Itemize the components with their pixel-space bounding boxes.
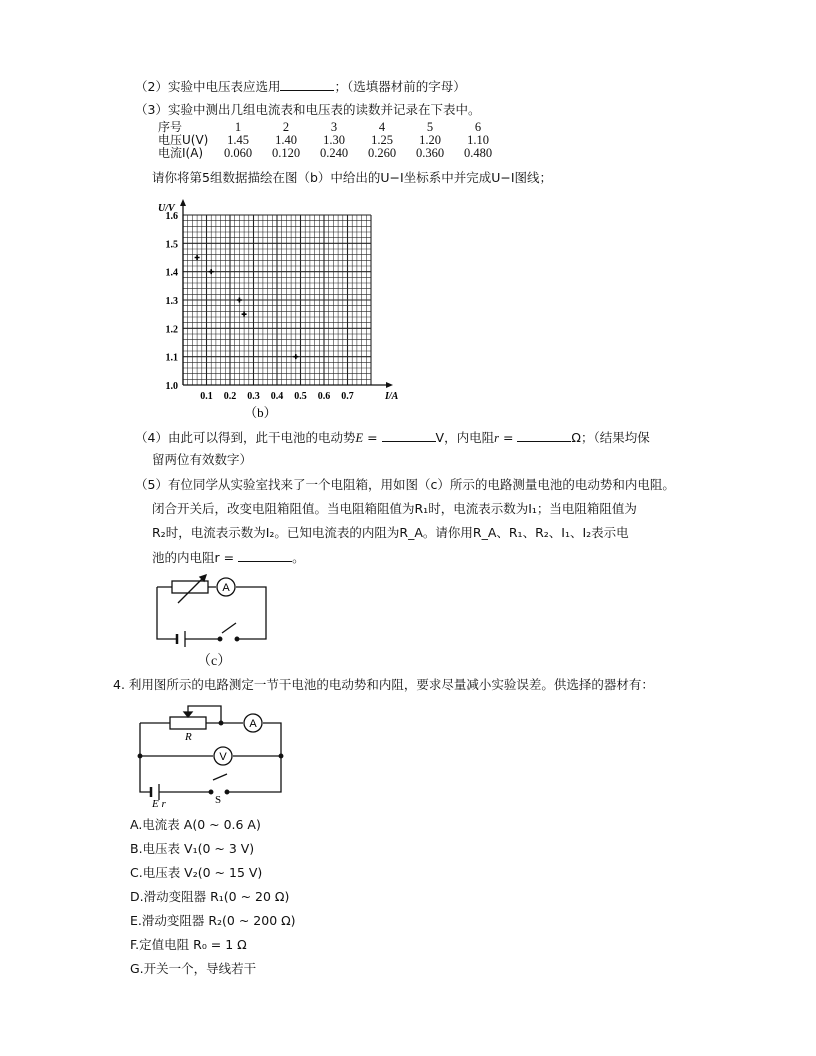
question-3-instruction: 请你将第5组数据描绘在图（b）中给出的U−I坐标系中并完成U−I图线； bbox=[152, 170, 553, 185]
y-tick-label: 1.4 bbox=[165, 267, 178, 279]
data-point bbox=[242, 312, 247, 317]
table-cell: 1.25 bbox=[371, 133, 393, 147]
x-tick-label: 0.6 bbox=[317, 391, 331, 402]
table-cell: 0.060 bbox=[223, 146, 253, 160]
unit-volt-text: V，内电阻 bbox=[435, 430, 495, 445]
x-tick-label: 0.1 bbox=[200, 391, 213, 402]
question-5-line-4 bbox=[152, 548, 305, 567]
y-tick-label: 1.3 bbox=[165, 296, 178, 307]
data-point bbox=[195, 255, 200, 260]
data-point bbox=[237, 298, 242, 303]
table-row bbox=[158, 147, 502, 160]
table-cell: 0.260 bbox=[367, 146, 397, 160]
chart-points bbox=[195, 255, 299, 359]
label-R: R bbox=[185, 731, 192, 743]
junction-dot bbox=[138, 754, 142, 758]
option-g: G.开关一个，导线若干 bbox=[130, 961, 257, 976]
question-2-text: （2）实验中电压表应选用 bbox=[135, 79, 281, 94]
row-label-current: 电流I(A) bbox=[158, 146, 204, 160]
question-4-line-2: 留两位有效数字） bbox=[152, 452, 253, 467]
switch-pivot bbox=[209, 790, 213, 794]
table-cell: 1 bbox=[234, 120, 242, 134]
table-cell: 0.480 bbox=[463, 146, 493, 160]
y-axis-arrow bbox=[180, 199, 186, 206]
switch-contact bbox=[235, 637, 239, 641]
x-axis-arrow bbox=[386, 382, 393, 388]
question-5-line-2: 闭合开关后，改变电阻箱阻值。当电阻箱阻值为R₁时，电流表示数为I₁；当电阻箱阻值为 bbox=[152, 501, 637, 516]
slider-wire bbox=[188, 706, 221, 723]
table-cell: 3 bbox=[330, 120, 338, 134]
y-tick-label: 1.5 bbox=[165, 239, 178, 251]
table-cell: 0.360 bbox=[415, 146, 445, 160]
problem-4-intro: 4. 利用图所示的电路测定一节干电池的电动势和内阻，要求尽量减小实验误差。供选择的器材有： bbox=[113, 677, 654, 692]
table-cell: 1.20 bbox=[419, 133, 441, 147]
option-e: E.滑动变阻器 R₂(0 ~ 200 Ω) bbox=[130, 913, 296, 928]
rheostat-box bbox=[170, 717, 206, 729]
table-cell: 5 bbox=[426, 120, 434, 134]
label-V: V bbox=[219, 751, 227, 763]
table-cell: 1.30 bbox=[323, 133, 345, 147]
table-cell: 2 bbox=[282, 120, 290, 134]
question-2 bbox=[135, 77, 466, 96]
switch-contact bbox=[225, 790, 229, 794]
label-A: A bbox=[249, 718, 257, 730]
x-tick-label: 0.3 bbox=[247, 391, 260, 402]
data-point bbox=[209, 269, 214, 274]
circuit-wire bbox=[140, 723, 281, 792]
unit-ohm-text: Ω；（结果均保 bbox=[571, 430, 650, 445]
table-cell: 1.45 bbox=[227, 133, 249, 147]
answer-blank-r2[interactable] bbox=[238, 548, 292, 562]
switch-pivot bbox=[218, 637, 222, 641]
question-3: （3）实验中测出几组电流表和电压表的读数并记录在下表中。 bbox=[135, 102, 481, 117]
table-cell: 0.240 bbox=[319, 146, 349, 160]
y-tick-label: 1.2 bbox=[165, 324, 178, 336]
answer-blank-emf[interactable] bbox=[382, 428, 436, 442]
circuit-diagram-c bbox=[150, 575, 280, 645]
x-tick-label: 0.5 bbox=[294, 391, 307, 402]
table-cell: 1.40 bbox=[275, 133, 297, 147]
period: 。 bbox=[292, 550, 305, 565]
option-d: D.滑动变阻器 R₁(0 ~ 20 Ω) bbox=[130, 889, 290, 904]
option-a: A.电流表 A(0 ~ 0.6 A) bbox=[130, 817, 261, 832]
answer-blank-2[interactable] bbox=[280, 77, 334, 91]
y-tick-label: 1.0 bbox=[165, 381, 178, 392]
question-4-text: （4）由此可以得到，此干电池的电动势 bbox=[135, 430, 356, 445]
chart-caption: （b） bbox=[244, 405, 277, 420]
x-tick-label: 0.2 bbox=[223, 391, 237, 402]
junction-dot bbox=[279, 754, 283, 758]
x-tick-label: 0.7 bbox=[341, 391, 354, 402]
ui-chart bbox=[150, 192, 410, 422]
row-label-voltage: 电压U(V) bbox=[158, 133, 209, 147]
table-cell: 0.120 bbox=[271, 146, 301, 160]
y-tick-label: 1.6 bbox=[165, 211, 178, 222]
option-c: C.电压表 V₂(0 ~ 15 V) bbox=[130, 865, 263, 880]
label-S: S bbox=[215, 794, 222, 806]
data-point bbox=[293, 354, 298, 359]
question-2-tail: ；（选填器材前的字母） bbox=[334, 79, 466, 94]
r-symbol: r bbox=[494, 431, 499, 445]
y-axis-label: U/V bbox=[158, 203, 175, 214]
ammeter-label: A bbox=[222, 582, 230, 594]
answer-blank-r[interactable] bbox=[517, 428, 571, 442]
label-Er: E r bbox=[152, 798, 166, 810]
question-5-text: 池的内电阻r = bbox=[152, 550, 239, 565]
table-cell: 6 bbox=[474, 120, 482, 134]
question-5-line-3: R₂时，电流表示数为I₂。已知电流表的内阻为R_A。请你用R_A、R₁、R₂、I₁、I₂表示电 bbox=[152, 525, 629, 540]
emf-symbol: E bbox=[355, 431, 364, 445]
x-tick-label: 0.4 bbox=[270, 391, 284, 402]
option-b: B.电压表 V₁(0 ~ 3 V) bbox=[130, 841, 255, 856]
junction-dot bbox=[219, 721, 223, 725]
table-cell: 4 bbox=[378, 120, 386, 134]
question-4 bbox=[135, 428, 650, 447]
row-label-index: 序号 bbox=[158, 120, 183, 134]
table-cell: 1.10 bbox=[467, 133, 489, 147]
chart-ticks bbox=[166, 211, 354, 402]
circuit-wire bbox=[157, 587, 266, 639]
equals-sign: = bbox=[363, 430, 382, 445]
chart-grid bbox=[183, 215, 371, 385]
option-f: F.定值电阻 R₀ = 1 Ω bbox=[130, 937, 247, 952]
slider-arrow bbox=[184, 712, 192, 717]
x-axis-label: I/A bbox=[385, 391, 399, 402]
equals-sign: = bbox=[498, 430, 518, 445]
question-5-line-1: （5）有位同学从实验室找来了一个电阻箱，用如图（c）所示的电路测量电池的电动势和内电阻。 bbox=[135, 477, 675, 492]
caption-c: （c） bbox=[197, 654, 232, 669]
y-tick-label: 1.1 bbox=[165, 352, 178, 364]
data-table bbox=[158, 121, 502, 160]
circuit-diagram-4 bbox=[135, 700, 305, 810]
